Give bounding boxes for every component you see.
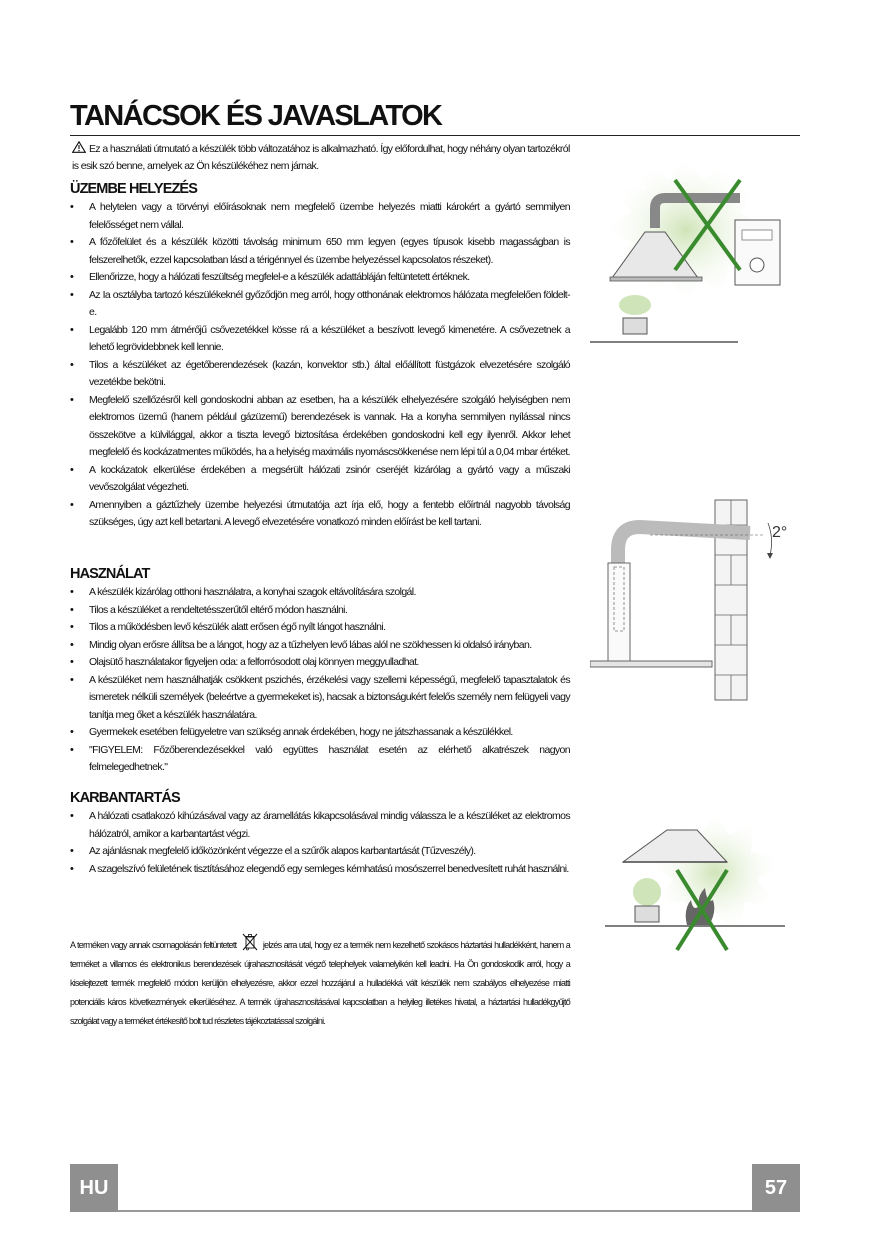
hood-base <box>610 277 702 281</box>
footer-divider <box>70 1210 800 1212</box>
steam-cloud <box>633 878 661 906</box>
green-glow-burst <box>647 810 783 935</box>
list-item: • Tilos a készüléket az égetőberendezések (kazán, konvektor stb.) által előállított füstgázok elvezetésére szolgáló vezetékbe bekötni. <box>70 357 570 392</box>
flame-warning-illustration <box>605 800 795 955</box>
usage-list <box>70 584 570 777</box>
list-item: • Legalább 120 mm átmérőjű csővezetékkel kösse rá a készüléket a beszívott levegő kimenetére. A csővezetnek a lehető legrövidebbnek kell lennie. <box>70 322 570 357</box>
section-usage <box>70 566 570 777</box>
section-installation <box>70 181 570 532</box>
list-item: • Tilos a készüléket a rendeltetésszerűtől eltérő módon használni. <box>70 602 570 620</box>
angle-arrow <box>767 553 773 559</box>
cooking-pot <box>623 318 647 334</box>
list-item: • Amennyiben a gáztűzhely üzembe helyezési útmutatója azt írja elő, hogy a fentebb előírtnál nagyobb távolság szükséges, úgy azt kell betartani. A levegő elvezetésére vonatkozó minden előírást be kell tartani. <box>70 497 570 532</box>
list-item: • A készüléket nem használhatják csökkent pszichés, érzékelési vagy szellemi képességű, megfelelő tapasztalatok és ismeretek nélküli személyek (beleértve a gyermekeket is), hacsak a biztonságukért felelős személy nem felügyeli vagy tanítja meg őket a készülék használatára. <box>70 672 570 725</box>
cooking-pot <box>635 906 659 922</box>
list-item: • Olajsütő használatakor figyeljen oda: a felforrósodott olaj könnyen meggyulladhat. <box>70 654 570 672</box>
list-item: • A főzőfelület és a készülék közötti távolság minimum 650 mm legyen (egyes típusok kisebb magasságban is felszerelhetők, ezzel kapcsolatban lásd a térigénnyel és üzembe helyezéssel kapcsolatos részeket). <box>70 234 570 269</box>
weee-text-before: A terméken vagy annak csomagolásán feltüntetett <box>70 940 237 950</box>
list-item: • Tilos a működésben levő készülék alatt erősen égő nyílt lángot használni. <box>70 619 570 637</box>
list-item: • Ellenőrizze, hogy a hálózati feszültség megfelel-e a készülék adattábláján feltüntetett értéknek. <box>70 269 570 287</box>
list-item: • A helytelen vagy a törvényi előírásoknak nem megfelelő üzembe helyezés miatti károkért a gyártó semmilyen felelősséget nem vállal. <box>70 199 570 234</box>
title-divider <box>70 135 800 136</box>
list-item: • A kockázatok elkerülése érdekében a megsérült hálózati zsinór cseréjét kizárólag a gyártó vagy a műszaki vevőszolgálat végezheti. <box>70 462 570 497</box>
installation-list <box>70 199 570 532</box>
list-item: • Az ajánlásnak megfelelő időközönként végezze el a szűrők alapos karbantartását (Tűzveszély). <box>70 843 570 861</box>
section-maintenance <box>70 790 570 878</box>
list-item: • "FIGYELEM: Főzőberendezésekkel való együttes használat esetén az elérhető alkatrészek nagyon felmelegedhetnek." <box>70 742 570 777</box>
list-item: • Mindig olyan erősre állítsa be a lángot, hogy az a tűzhelyen levő lábas alól ne szökhessen ki oldalsó irányban. <box>70 637 570 655</box>
list-item: • Megfelelő szellőzésről kell gondoskodni abban az esetben, ha a készülék elhelyezésére szolgáló helyiségben nem elektromos üzemű (hanem például gázüzemű) berendezések is vannak. Ha a konyha semmilyen nyílással nincs összekötve a külvilággal, akkor a tiszta levegő biztosítása érdekében gondoskodni kell egy ilyenről. Akkor lehet megfelelő és kockázatmentes működés, ha a helyiség maximális nyomáscsökkenése nem lépi túl a 0,04 mbar értéket. <box>70 392 570 462</box>
warning-triangle-icon <box>72 141 86 153</box>
intro-note <box>72 141 572 175</box>
list-item: • A hálózati csatlakozó kihúzásával vagy az áramellátás kikapcsolásával mindig válassza le a készüléket az elektromos hálózatról, amikor a karbantartást végzi. <box>70 808 570 843</box>
list-item: • Az Ia osztályba tartozó készülékeknél győződjön meg arról, hogy otthonának elektromos hálózata megfelelően földelt-e. <box>70 287 570 322</box>
weee-disposal-note <box>70 932 570 1031</box>
list-item: • A készülék kizárólag otthoni használatra, a konyhai szagok eltávolítására szolgál. <box>70 584 570 602</box>
list-item: • A szagelszívó felületének tisztításához elegendő egy semleges kémhatású mosószerrel benedvesített ruhát használni. <box>70 861 570 879</box>
section-heading: ÜZEMBE HELYEZÉS <box>70 181 197 197</box>
section-heading: HASZNÁLAT <box>70 566 150 582</box>
hood-base <box>590 661 712 667</box>
weee-text-after: jelzés arra utal, hogy ez a termék nem kezelhető szokásos háztartási hulladékként, hanem a terméket a villamos és elektronikus berendezések újrahasznosítását végző telephelyek valamelyikén kell leadni. Ha Ön gondoskodik arról, hogy a kiselejtezett termék megfelelő módon kerüljön elhelyezésre, akkor ezzel hozzájárul a hulladékká vált készülék nem szabályos elhelyezése miatti potenciális káros következmények elkerüléséhez. A termék újrahasznosításával kapcsolatban a helyileg illetékes hivatal, a háztartási hulladékgyűjtő szolgálat vagy a terméket értékesítő bolt tud részletes tájékoztatással szolgálni. <box>70 940 570 1026</box>
steam-cloud <box>619 295 651 315</box>
control-display <box>742 230 772 240</box>
duct-slope-illustration <box>590 495 800 710</box>
section-heading: KARBANTARTÁS <box>70 790 180 806</box>
control-knob <box>750 258 764 272</box>
intro-text: Ez a használati útmutató a készülék több változatához is alkalmazható. Így előfordulhat, hogy néhány olyan tartozékról is esik szó benne, amelyek az Ön készülékéhez nem járnak. <box>72 143 570 172</box>
list-item: • Gyermekek esetében felügyeletre van szükség annak érdekében, hogy ne játszhassanak a készülékkel. <box>70 724 570 742</box>
crossed-bin-icon <box>241 932 259 952</box>
page-number: 57 <box>752 1164 800 1212</box>
chimney-column <box>608 563 630 663</box>
maintenance-list <box>70 808 570 878</box>
language-badge: HU <box>70 1164 118 1212</box>
angle-label: 2° <box>772 524 788 541</box>
hood-installation-illustration <box>590 150 790 350</box>
page-title: TANÁCSOK ÉS JAVASLATOK <box>70 100 442 132</box>
